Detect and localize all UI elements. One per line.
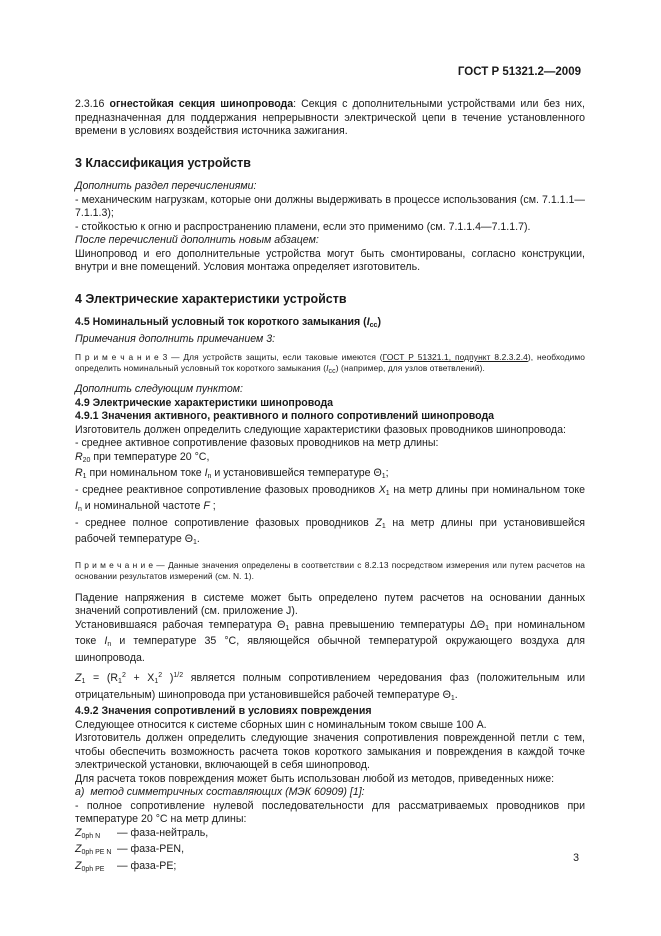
- heading-4-9: 4.9 Электрические характеристики шинопровода: [75, 396, 334, 409]
- def-term: огнестойкая секция шинопровода: [109, 98, 294, 110]
- heading-4-9-1: 4.9.1 Значения активного, реактивного и полного сопротивлений шинопровода: [75, 410, 495, 422]
- sec3-add-enum: Дополнить раздел перечислениями:: [75, 180, 257, 192]
- document-code: ГОСТ Р 51321.2—2009: [457, 66, 581, 78]
- def-number: 2.3.16: [75, 98, 105, 110]
- note-3: П р и м е ч а н и е 3 — Для устройств защиты, если таковые имеются (ГОСТ Р 51321.1, подпункт 8.2.3.2.4), необходимо определить номинальный условный ток короткого замыкания $(I_{cc})$ (например, для узлов ответвлений).: [75, 352, 585, 375]
- page-content: [75, 98, 585, 876]
- z-row-phase-neutral: $Z_{0ph N}$ — фаза-нейтраль,: [75, 826, 209, 840]
- heading-4-5: 4.5 Номинальный условный ток короткого замыкания $(I_{cc})$: [75, 316, 381, 329]
- note-measurement: П р и м е ч а н и е — Данные значения определены в соответствии с 8.2.13 посредством измерения или путем расчетов на основании результатов измерений (см. N. 1).: [75, 559, 585, 581]
- gost-reference-link[interactable]: ГОСТ Р 51321.1, подпункт 8.2.3.2.4: [382, 352, 528, 362]
- add-item-line: Дополнить следующим пунктом:: [75, 383, 243, 395]
- r20-line: $R_{20}$ при температуре 20 °С,: [75, 450, 210, 464]
- para-4-9-2-c: Для расчета токов повреждения может быть использован любой из методов, приведенных ниже:: [75, 772, 555, 785]
- section-3-title: 3 Классификация устройств: [75, 155, 251, 170]
- para-4-9-2-b: Изготовитель должен определить следующие значения сопротивления поврежденной петли с тем, чтобы обеспечить возможность расчета токов короткого замыкания и повреждения в каждой точке электрической установки, включающей в себя шинопровод.: [75, 732, 585, 771]
- note-label: П р и м е ч а н и е: [75, 559, 154, 570]
- method-a: а) метод симметричных составляющих (МЭК 60909) [1]:: [75, 786, 365, 798]
- para-voltage-drop: Падение напряжения в системе может быть определено путем расчетов на основании данных значений сопротивлений (см. приложение J).: [75, 591, 585, 617]
- heading-4-9-2: 4.9.2 Значения сопротивлений в условиях повреждения: [75, 705, 372, 717]
- definition-2-3-16: [75, 98, 585, 139]
- z-row-phase-pe: $Z_{0ph PE}$ — фаза-PE;: [75, 859, 177, 873]
- list-reactive: - среднее реактивное сопротивление фазовых проводников $X_1$ на метр длины при номинальном токе $I_n$ и номинальной частоте F ;: [75, 483, 585, 513]
- notes-add-line: Примечания дополнить примечанием 3:: [75, 332, 276, 345]
- list-active: - среднее активное сопротивление фазовых проводников на метр длины:: [75, 437, 439, 449]
- def-text: : Секция с дополнительными устройствами или без них, предназначенная для поддержания непрерывности электрической цепи в течение установленного времени в условиях воздействия источника зажигания.: [75, 98, 585, 137]
- sec3-item-1: - механическим нагрузкам, которые они должны выдерживать в процессе использования (см. 7.1.1.1—7.1.1.3);: [75, 193, 585, 219]
- sec3-after-enum: После перечислений дополнить новым абзацем:: [75, 234, 319, 246]
- r1-line: $R_1$ при номинальном токе $I_n$ и установившейся температуре $\Theta_1$;: [75, 467, 389, 480]
- sec3-item-2: - стойкостью к огню и распространению пламени, если это применимо (см. 7.1.1.4—7.1.1.7).: [75, 220, 531, 233]
- para-4-9-1: Изготовитель должен определить следующие характеристики фазовых проводников шинопровода:: [75, 423, 566, 436]
- section-4-title: 4 Электрические характеристики устройств: [75, 291, 347, 306]
- note-3-label: П р и м е ч а н и е: [75, 352, 159, 362]
- para-temperature: Установившаяся рабочая температура $\Theta_1$ равна превышению температуры $\Delta\Theta_1$ при номинальном токе $I_n$ и температуре 35 °С, являющейся обычной температурой окружающего воздуха для шинопровода.: [75, 618, 586, 664]
- page-number: 3: [573, 852, 579, 864]
- list-zero-seq: - полное сопротивление нулевой последовательности для рассматриваемых проводников при температуре 20 °С на метр длины:: [75, 799, 585, 825]
- sec3-paragraph: Шинопровод и его дополнительные устройства могут быть смонтированы, согласно конструкции, внутри и вне помещений. Условия монтажа определяет изготовитель.: [75, 247, 585, 273]
- z-row-phase-pen: $Z_{0ph PE N}$ — фаза-PEN,: [75, 843, 185, 856]
- list-full: - среднее полное сопротивление фазовых проводников $Z_1$ на метр длины при установившейся рабочей температуре $\Theta_1$.: [75, 516, 585, 546]
- para-impedance-formula: $Z_1 = (R_1^2 + X_1^2$ )$^{1/2}$ является полным сопротивлением чередования фаз (положительным или отрицательным) шинопровода при установившейся рабочей температуре $\Theta_1$.: [75, 672, 585, 702]
- para-4-9-2-a: Следующее относится к системе сборных шин с номинальным током свыше 100 А.: [75, 718, 487, 731]
